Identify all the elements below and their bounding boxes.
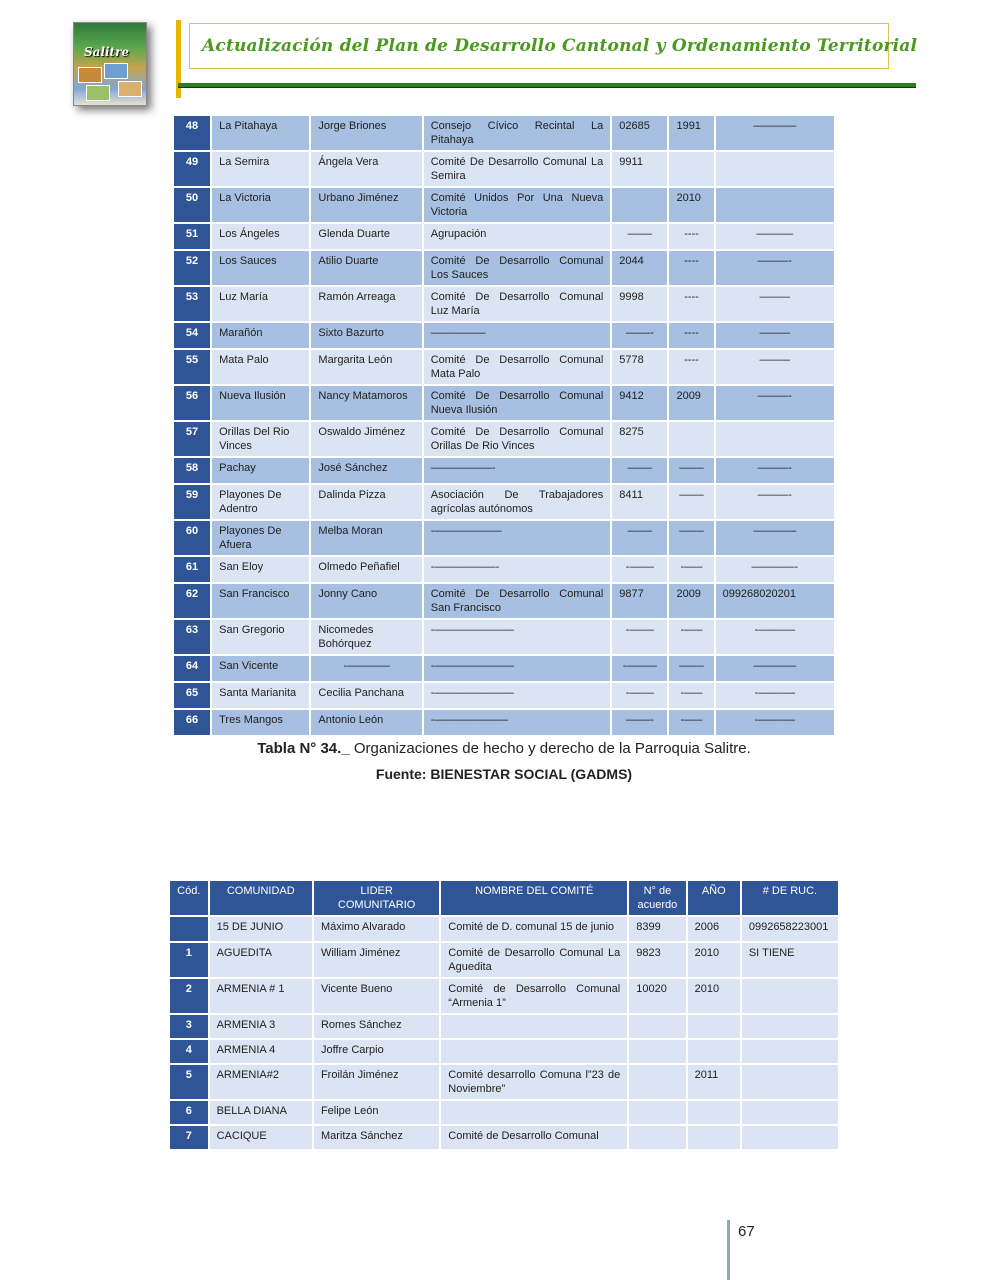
row-number: 50 bbox=[174, 188, 210, 222]
row-number: 4 bbox=[170, 1040, 208, 1063]
cell-anio: 2006 bbox=[688, 917, 740, 941]
cell-ruc: ––––– bbox=[716, 350, 834, 384]
cell-comite: Comité de Desarrollo Comunal La Aguedita bbox=[441, 943, 627, 977]
header-cell-cod: Cód. bbox=[170, 881, 208, 915]
table-row bbox=[170, 943, 838, 977]
cell-anio: 2009 bbox=[669, 584, 713, 618]
row-number: 51 bbox=[174, 224, 210, 249]
cell-ruc: SI TIENE bbox=[742, 943, 838, 977]
cell-lider: Atilio Duarte bbox=[311, 251, 421, 285]
cell-anio: 1991 bbox=[669, 116, 713, 150]
row-number: 62 bbox=[174, 584, 210, 618]
cell-comite: -––––––––––––– bbox=[424, 620, 611, 654]
cell-comite: ––––––––– bbox=[424, 323, 611, 348]
row-number: 54 bbox=[174, 323, 210, 348]
cell-acuerdo: –––– bbox=[612, 521, 667, 555]
cell-comite bbox=[441, 1101, 627, 1124]
table-row bbox=[174, 557, 834, 582]
logo-photo-tile bbox=[86, 85, 110, 101]
cell-comunidad: Orillas Del Rio Vinces bbox=[212, 422, 309, 456]
page-number: 67 bbox=[738, 1223, 755, 1240]
table-caption-label: Tabla N° 34._ bbox=[257, 740, 350, 757]
cell-lider: Máximo Alvarado bbox=[314, 917, 439, 941]
cell-comunidad: ARMENIA # 1 bbox=[210, 979, 312, 1013]
row-number: 56 bbox=[174, 386, 210, 420]
cell-acuerdo: 8399 bbox=[629, 917, 685, 941]
cell-ruc: ––––– bbox=[716, 287, 834, 321]
cell-comite: Agrupación bbox=[424, 224, 611, 249]
cell-lider: Urbano Jiménez bbox=[311, 188, 421, 222]
cell-ruc bbox=[742, 1040, 838, 1063]
cell-acuerdo: 2044 bbox=[612, 251, 667, 285]
cell-acuerdo bbox=[629, 1126, 685, 1149]
cell-comunidad: Santa Marianita bbox=[212, 683, 309, 708]
cell-comunidad: La Pitahaya bbox=[212, 116, 309, 150]
cell-comite: Comité de D. comunal 15 de junio bbox=[441, 917, 627, 941]
cell-ruc bbox=[716, 188, 834, 222]
cell-lider: Maritza Sánchez bbox=[314, 1126, 439, 1149]
table1-body bbox=[174, 116, 834, 735]
table-row bbox=[170, 1015, 838, 1038]
cell-acuerdo: 8275 bbox=[612, 422, 667, 456]
cell-comunidad: Marañón bbox=[212, 323, 309, 348]
header-title-box bbox=[189, 23, 918, 69]
salitre-logo bbox=[73, 22, 147, 106]
table-row bbox=[174, 620, 834, 654]
row-number: 52 bbox=[174, 251, 210, 285]
header-cell-comite: NOMBRE DEL COMITÉ bbox=[441, 881, 627, 915]
cell-anio: 2010 bbox=[688, 943, 740, 977]
cell-acuerdo: –––– bbox=[612, 458, 667, 483]
cell-anio: ---- bbox=[669, 350, 713, 384]
cell-comunidad: ARMENIA 4 bbox=[210, 1040, 312, 1063]
cell-acuerdo: 8411 bbox=[612, 485, 667, 519]
cell-lider: Romes Sánchez bbox=[314, 1015, 439, 1038]
cell-lider: Cecilia Panchana bbox=[311, 683, 421, 708]
table-row bbox=[170, 1101, 838, 1124]
cell-anio: –––– bbox=[669, 521, 713, 555]
cell-acuerdo: 9412 bbox=[612, 386, 667, 420]
cell-comite: -––––––––––––– bbox=[424, 683, 611, 708]
table-row bbox=[170, 1065, 838, 1099]
table-row bbox=[170, 1040, 838, 1063]
cell-anio bbox=[688, 1015, 740, 1038]
cell-lider: Glenda Duarte bbox=[311, 224, 421, 249]
cell-comunidad: Mata Palo bbox=[212, 350, 309, 384]
cell-anio: –––– bbox=[669, 485, 713, 519]
cell-acuerdo: -–––– bbox=[612, 683, 667, 708]
cell-comunidad: Playones De Afuera bbox=[212, 521, 309, 555]
table-row bbox=[174, 251, 834, 285]
table-caption bbox=[0, 740, 990, 757]
cell-comite: Comité De Desarrollo Comunal Los Sauces bbox=[424, 251, 611, 285]
cell-ruc: ––––––– bbox=[716, 521, 834, 555]
cell-ruc: -–––––– bbox=[716, 620, 834, 654]
cell-acuerdo: -–––– bbox=[612, 620, 667, 654]
table-row bbox=[174, 224, 834, 249]
cell-anio: 2011 bbox=[688, 1065, 740, 1099]
cell-comite: -––––––––––– bbox=[424, 521, 611, 555]
cell-lider: Jonny Cano bbox=[311, 584, 421, 618]
table-row bbox=[174, 116, 834, 150]
cell-lider: Nancy Matamoros bbox=[311, 386, 421, 420]
cell-lider: Nicomedes Bohórquez bbox=[311, 620, 421, 654]
row-number: 7 bbox=[170, 1126, 208, 1149]
cell-ruc: –––––- bbox=[716, 386, 834, 420]
cell-ruc: –––––––- bbox=[716, 557, 834, 582]
cell-anio: 2010 bbox=[669, 188, 713, 222]
row-number: 1 bbox=[170, 943, 208, 977]
table-row bbox=[174, 188, 834, 222]
cell-ruc bbox=[742, 1101, 838, 1124]
cell-acuerdo bbox=[629, 1040, 685, 1063]
row-number: 6 bbox=[170, 1101, 208, 1124]
row-number: 64 bbox=[174, 656, 210, 681]
table-row bbox=[174, 683, 834, 708]
cell-anio: ---- bbox=[669, 287, 713, 321]
cell-comunidad: CACIQUE bbox=[210, 1126, 312, 1149]
page-number-rule bbox=[727, 1220, 730, 1280]
cell-ruc: 0992658223001 bbox=[742, 917, 838, 941]
row-number: 59 bbox=[174, 485, 210, 519]
cell-ruc bbox=[742, 1015, 838, 1038]
cell-acuerdo: 9823 bbox=[629, 943, 685, 977]
row-number: 57 bbox=[174, 422, 210, 456]
cell-ruc: -–––––– bbox=[716, 710, 834, 735]
cell-anio bbox=[688, 1040, 740, 1063]
row-number: 2 bbox=[170, 979, 208, 1013]
cell-ruc bbox=[742, 979, 838, 1013]
cell-anio bbox=[669, 152, 713, 186]
cell-anio: ---- bbox=[669, 224, 713, 249]
cell-comite: -–––––––––––– bbox=[424, 710, 611, 735]
cell-lider: Ramón Arreaga bbox=[311, 287, 421, 321]
organizations-table bbox=[168, 879, 840, 1151]
row-number: 66 bbox=[174, 710, 210, 735]
cell-lider: -––––––– bbox=[311, 656, 421, 681]
cell-ruc: –––––- bbox=[716, 485, 834, 519]
table-row bbox=[170, 1126, 838, 1149]
header-divider bbox=[178, 83, 916, 87]
cell-ruc bbox=[742, 1065, 838, 1099]
cell-lider: Dalinda Pizza bbox=[311, 485, 421, 519]
cell-acuerdo: ––––- bbox=[612, 323, 667, 348]
cell-comunidad: ARMENIA 3 bbox=[210, 1015, 312, 1038]
cell-acuerdo: 10020 bbox=[629, 979, 685, 1013]
table-row bbox=[174, 656, 834, 681]
cell-ruc bbox=[742, 1126, 838, 1149]
table2-body bbox=[170, 917, 838, 1149]
cell-anio bbox=[669, 422, 713, 456]
cell-anio: -––– bbox=[669, 620, 713, 654]
cell-comite: Comité De Desarrollo Comunal Luz María bbox=[424, 287, 611, 321]
cell-acuerdo: 5778 bbox=[612, 350, 667, 384]
cell-comunidad: San Eloy bbox=[212, 557, 309, 582]
cell-ruc: ––––––– bbox=[716, 656, 834, 681]
cell-comite: Comité de Desarrollo Comunal bbox=[441, 1126, 627, 1149]
cell-anio: 2009 bbox=[669, 386, 713, 420]
cell-comite: -––––––––––- bbox=[424, 557, 611, 582]
cell-comite: ––––––––––- bbox=[424, 458, 611, 483]
table-row bbox=[174, 386, 834, 420]
cell-comunidad: San Francisco bbox=[212, 584, 309, 618]
table-row bbox=[174, 710, 834, 735]
cell-lider: Froilán Jiménez bbox=[314, 1065, 439, 1099]
cell-acuerdo bbox=[629, 1015, 685, 1038]
cell-anio: -––– bbox=[669, 557, 713, 582]
row-number: 55 bbox=[174, 350, 210, 384]
cell-comunidad: Los Sauces bbox=[212, 251, 309, 285]
cell-acuerdo bbox=[629, 1065, 685, 1099]
cell-lider: Melba Moran bbox=[311, 521, 421, 555]
cell-ruc: –––––– bbox=[716, 224, 834, 249]
cell-ruc: 099268020201 bbox=[716, 584, 834, 618]
logo-photo-tile bbox=[78, 67, 102, 83]
cell-ruc bbox=[716, 152, 834, 186]
cell-comite bbox=[441, 1015, 627, 1038]
header-cell-ruc: # DE RUC. bbox=[742, 881, 838, 915]
cell-acuerdo: –––– bbox=[612, 224, 667, 249]
cell-anio: -––– bbox=[669, 710, 713, 735]
table-row bbox=[174, 350, 834, 384]
row-number: 49 bbox=[174, 152, 210, 186]
cell-acuerdo: 9911 bbox=[612, 152, 667, 186]
cell-anio: –––– bbox=[669, 458, 713, 483]
table-row bbox=[174, 521, 834, 555]
cell-comunidad: Nueva Ilusión bbox=[212, 386, 309, 420]
cell-comunidad: San Vicente bbox=[212, 656, 309, 681]
cell-lider: Oswaldo Jiménez bbox=[311, 422, 421, 456]
table-row bbox=[174, 323, 834, 348]
cell-anio bbox=[688, 1126, 740, 1149]
cell-comite: Comité De Desarrollo Comunal Mata Palo bbox=[424, 350, 611, 384]
header-cell-anio: AÑO bbox=[688, 881, 740, 915]
cell-comite: Comité de Desarrollo Comunal “Armenia 1” bbox=[441, 979, 627, 1013]
row-number: 53 bbox=[174, 287, 210, 321]
cell-lider: Joffre Carpio bbox=[314, 1040, 439, 1063]
cell-anio: ---- bbox=[669, 323, 713, 348]
cell-ruc: –––––- bbox=[716, 458, 834, 483]
cell-ruc bbox=[716, 422, 834, 456]
cell-comunidad: Luz María bbox=[212, 287, 309, 321]
table-row bbox=[174, 152, 834, 186]
cell-comunidad: Playones De Adentro bbox=[212, 485, 309, 519]
row-number: 5 bbox=[170, 1065, 208, 1099]
row-number: 48 bbox=[174, 116, 210, 150]
row-number: 61 bbox=[174, 557, 210, 582]
table-row bbox=[174, 584, 834, 618]
cell-anio bbox=[688, 1101, 740, 1124]
cell-comite: Comité De Desarrollo Comunal Nueva Ilusión bbox=[424, 386, 611, 420]
cell-lider: Ángela Vera bbox=[311, 152, 421, 186]
cell-comite: Comité De Desarrollo Comunal Orillas De Rio Vinces bbox=[424, 422, 611, 456]
table-row bbox=[174, 422, 834, 456]
logo-text: Salitre bbox=[84, 45, 130, 59]
cell-comunidad: Los Ángeles bbox=[212, 224, 309, 249]
cell-anio: –––– bbox=[669, 656, 713, 681]
row-number: 63 bbox=[174, 620, 210, 654]
cell-acuerdo bbox=[612, 188, 667, 222]
table-row bbox=[174, 287, 834, 321]
cell-comunidad: La Victoria bbox=[212, 188, 309, 222]
document-title: Actualización del Plan de Desarrollo Cantonal y Ordenamiento Territorial bbox=[202, 36, 918, 56]
header-cell-comunidad: COMUNIDAD bbox=[210, 881, 312, 915]
table-row bbox=[170, 979, 838, 1013]
table-row bbox=[174, 458, 834, 483]
cell-comite: Comité Unidos Por Una Nueva Victoria bbox=[424, 188, 611, 222]
cell-lider: Vicente Bueno bbox=[314, 979, 439, 1013]
table-caption-text: Organizaciones de hecho y derecho de la Parroquia Salitre. bbox=[353, 740, 751, 757]
cell-lider: William Jiménez bbox=[314, 943, 439, 977]
table2-header-row bbox=[170, 881, 838, 915]
cell-ruc: ––––––– bbox=[716, 116, 834, 150]
organizations-table-continued bbox=[172, 114, 836, 737]
cell-acuerdo: 9877 bbox=[612, 584, 667, 618]
cell-lider: Antonio León bbox=[311, 710, 421, 735]
cell-comite: Comité desarrollo Comuna l”23 de Noviembre” bbox=[441, 1065, 627, 1099]
row-number: 3 bbox=[170, 1015, 208, 1038]
header-cell-acuerdo: N° de acuerdo bbox=[629, 881, 685, 915]
cell-comunidad: Pachay bbox=[212, 458, 309, 483]
row-number: 65 bbox=[174, 683, 210, 708]
cell-lider: Jorge Briones bbox=[311, 116, 421, 150]
cell-acuerdo: 9998 bbox=[612, 287, 667, 321]
cell-lider: Margarita León bbox=[311, 350, 421, 384]
cell-comunidad: ARMENIA#2 bbox=[210, 1065, 312, 1099]
cell-comunidad: BELLA DIANA bbox=[210, 1101, 312, 1124]
cell-acuerdo bbox=[629, 1101, 685, 1124]
cell-acuerdo: -––––– bbox=[612, 656, 667, 681]
cell-comite bbox=[441, 1040, 627, 1063]
header-cell-lider: LIDER COMUNITARIO bbox=[314, 881, 439, 915]
cell-anio: 2010 bbox=[688, 979, 740, 1013]
table-row bbox=[174, 485, 834, 519]
cell-comite: Comité De Desarrollo Comunal La Semira bbox=[424, 152, 611, 186]
cell-comunidad: La Semira bbox=[212, 152, 309, 186]
cell-comite: Comité De Desarrollo Comunal San Francisco bbox=[424, 584, 611, 618]
table-row bbox=[170, 917, 838, 941]
cell-comunidad: AGUEDITA bbox=[210, 943, 312, 977]
cell-acuerdo: 02685 bbox=[612, 116, 667, 150]
cell-lider: Felipe León bbox=[314, 1101, 439, 1124]
cell-comite: Consejo Cívico Recintal La Pitahaya bbox=[424, 116, 611, 150]
cell-acuerdo: ––––- bbox=[612, 710, 667, 735]
cell-comite: Asociación De Trabajadores agrícolas autónomos bbox=[424, 485, 611, 519]
logo-photo-tile bbox=[104, 63, 128, 79]
row-number: 60 bbox=[174, 521, 210, 555]
cell-lider: Sixto Bazurto bbox=[311, 323, 421, 348]
row-number bbox=[170, 917, 208, 941]
cell-anio: ---- bbox=[669, 251, 713, 285]
cell-lider: Olmedo Peñafiel bbox=[311, 557, 421, 582]
cell-comite: -––––––––––––– bbox=[424, 656, 611, 681]
cell-lider: José Sánchez bbox=[311, 458, 421, 483]
cell-anio: -––– bbox=[669, 683, 713, 708]
logo-photo-tile bbox=[118, 81, 142, 97]
cell-ruc: –––––- bbox=[716, 251, 834, 285]
row-number: 58 bbox=[174, 458, 210, 483]
cell-acuerdo: -–––– bbox=[612, 557, 667, 582]
cell-comunidad: 15 DE JUNIO bbox=[210, 917, 312, 941]
table-source: Fuente: BIENESTAR SOCIAL (GADMS) bbox=[375, 766, 633, 782]
cell-ruc: -–––––– bbox=[716, 683, 834, 708]
cell-comunidad: Tres Mangos bbox=[212, 710, 309, 735]
cell-ruc: ––––– bbox=[716, 323, 834, 348]
cell-comunidad: San Gregorio bbox=[212, 620, 309, 654]
